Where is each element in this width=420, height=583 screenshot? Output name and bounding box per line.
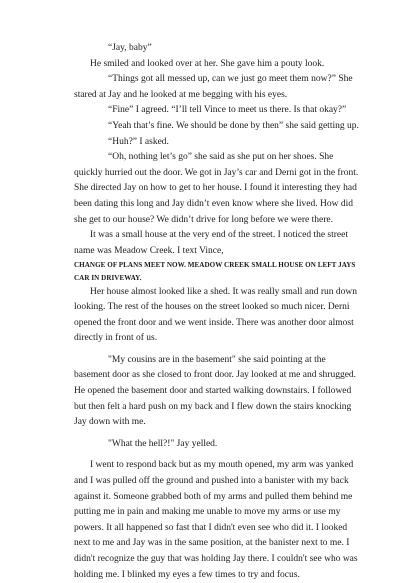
paragraph-8: It was a small house at the very end of the street. I noticed the street name was Meadow Creek. I text Vince, xyxy=(74,230,348,256)
paragraph-10: "My cousins are in the basement" she said pointing at the basement door as she closed to front door. Jay looked at me and shrugged. He opened the basement door and started walking downstairs. I followed but then felt a hard push on my back and I flew down the stairs knocking Jay down with me. xyxy=(74,354,357,428)
text-message: CHANGE OF PLANS MEET NOW. MEADOW CREEK SMALL HOUSE ON LEFT JAYS CAR IN DRIVEWAY. xyxy=(74,261,356,282)
paragraph-9: Her house almost looked like a shed. It was really small and run down looking. The rest of the houses on the street looked so much nicer. Derni opened the front door and we went inside. There was another door almost directly in front of us. xyxy=(74,286,357,344)
paragraph-4: “Fine” I agreed. “I’ll tell Vince to meet us there. Is that okay?” xyxy=(108,105,347,116)
paragraph-7: “Oh, nothing let’s go” she said as she put on her shoes. She quickly hurried out the door. We got in Jay’s car and Derni got in the front. She directed Jay on how to get to her house. I found it interesting they had been dating this long and Jay didn’t even know where she lived. How did she get to our house? We didn’t drive for long before we were there. xyxy=(74,152,359,225)
paragraph-2: He smiled and looked over at her. She gave him a pouty look. xyxy=(90,58,325,69)
paragraph-12: I went to respond back but as my mouth opened, my arm was yanked and I was pulled off the ground and pushed into a banister with my back against it. Someone grabbed both of my arms and pulled them behind me putting me in pain and making me unable to move my arms or use my powers. It all happened so fast that I didn't even see who did it. I looked next to me and Jay was in the same position, at the banister next to me. I didn't recognize the guy that was holding Jay there. I couldn't see who was holding me. I blinked my eyes a few times to try and focus. xyxy=(74,460,358,580)
paragraph-5: “Yeah that’s fine. We should be done by then” she said getting up. xyxy=(108,120,359,131)
paragraph-1: “Jay, baby” xyxy=(108,43,152,53)
paragraph-6: “Huh?” I asked. xyxy=(108,136,169,147)
paragraph-11: "What the hell?!" Jay yelled. xyxy=(108,438,218,449)
paragraph-3: “Things got all messed up, can we just go meet them now?” She stared at Jay and he looked at me begging with his eyes. xyxy=(74,74,353,100)
